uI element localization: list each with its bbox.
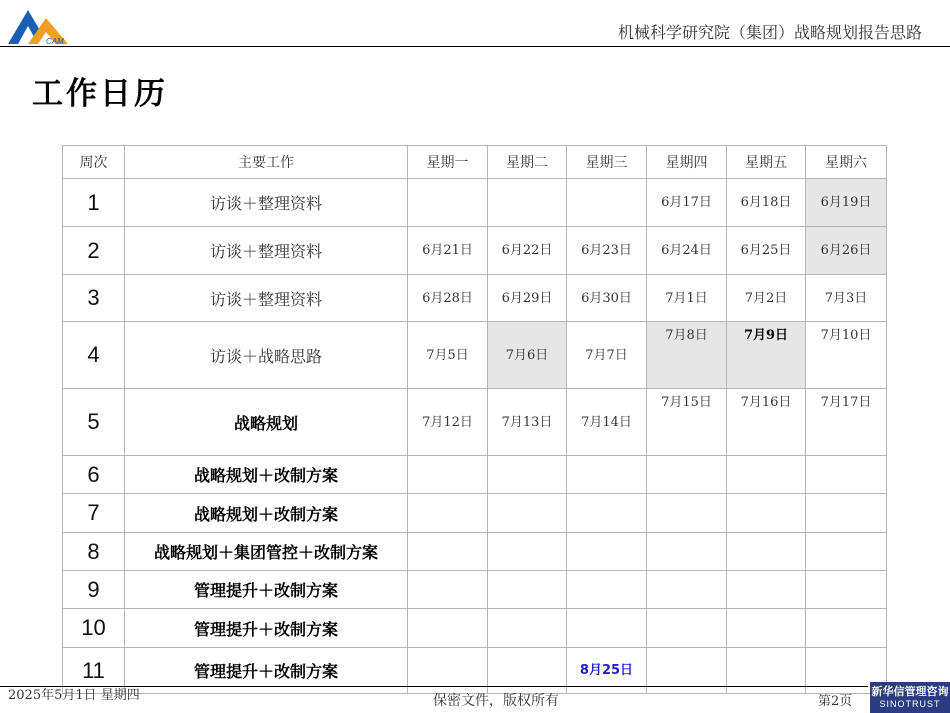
day-cell (408, 533, 488, 571)
day-cell (488, 494, 567, 533)
day-text: 7月17日 (820, 395, 872, 410)
day-text: 6月17日 (661, 195, 712, 210)
day-text: 7月1日 (665, 290, 708, 306)
day-cell (806, 275, 887, 322)
logo-text: CAM (46, 37, 64, 46)
day-cell (647, 571, 727, 609)
day-cell (806, 571, 887, 609)
work-cell: 访谈＋整理资料 (125, 179, 408, 227)
work-cell: 访谈＋战略思路 (125, 322, 408, 389)
page-number: 第2页 (818, 694, 853, 709)
day-text: 6月30日 (581, 290, 632, 306)
day-text: 7月14日 (581, 414, 632, 430)
day-cell (806, 389, 887, 456)
day-text: 6月25日 (740, 243, 792, 258)
day-cell (727, 609, 806, 648)
footer-date: 2025年5月1日 星期四 (8, 688, 140, 703)
week-cell: 2 (63, 227, 125, 275)
day-cell (806, 533, 887, 571)
header-thursday: 星期四 (647, 146, 727, 179)
table-row (63, 456, 887, 494)
week-cell: 4 (63, 322, 125, 389)
table-row (63, 533, 887, 571)
header-saturday: 星期六 (806, 146, 887, 179)
day-cell (408, 456, 488, 494)
day-cell (647, 533, 727, 571)
cam-logo (6, 4, 72, 46)
day-cell (408, 322, 488, 389)
brand-name-cn: 新华信管理咨询 (871, 685, 949, 698)
day-text: 8月25日 (579, 663, 634, 678)
week-cell: 6 (63, 456, 125, 494)
day-cell (567, 571, 647, 609)
day-cell (727, 179, 806, 227)
table-header-row (63, 146, 887, 179)
day-cell (488, 389, 567, 456)
day-text: 6月24日 (661, 243, 712, 258)
day-cell (567, 179, 647, 227)
work-cell: 访谈＋整理资料 (125, 275, 408, 322)
day-text: 7月6日 (505, 347, 549, 363)
day-text: 6月18日 (740, 195, 792, 210)
day-cell (408, 494, 488, 533)
day-cell-shaded (647, 322, 727, 389)
day-text: 6月21日 (422, 243, 473, 258)
day-cell (567, 227, 647, 275)
day-cell (647, 275, 727, 322)
day-cell (408, 389, 488, 456)
day-text: 6月28日 (422, 290, 473, 306)
day-cell (408, 227, 488, 275)
day-text: 6月22日 (501, 243, 553, 258)
work-cell: 战略规划 (125, 389, 408, 456)
day-text: 7月12日 (422, 414, 473, 430)
week-cell: 8 (63, 533, 125, 571)
week-cell: 1 (63, 179, 125, 227)
day-cell (727, 456, 806, 494)
day-cell (727, 494, 806, 533)
day-cell (408, 275, 488, 322)
day-cell (647, 456, 727, 494)
week-cell: 5 (63, 389, 125, 456)
week-cell: 3 (63, 275, 125, 322)
page-title: 工作日历 (32, 76, 168, 112)
day-text: 6月29日 (501, 290, 553, 306)
day-text: 7月13日 (501, 414, 553, 430)
day-text: 6月26日 (820, 243, 872, 258)
day-cell (567, 275, 647, 322)
day-cell (408, 179, 488, 227)
day-cell (647, 494, 727, 533)
week-cell: 10 (63, 609, 125, 648)
day-text: 7月10日 (820, 328, 872, 343)
day-cell-shaded (806, 179, 887, 227)
day-text: 6月19日 (820, 195, 872, 210)
table-row (63, 571, 887, 609)
day-cell (408, 609, 488, 648)
day-cell (567, 494, 647, 533)
day-cell-shaded (727, 322, 806, 389)
day-cell (567, 533, 647, 571)
table-row (63, 322, 887, 389)
day-text: 7月3日 (824, 290, 868, 306)
day-cell (727, 227, 806, 275)
header-week: 周次 (63, 146, 125, 179)
day-text: 7月16日 (740, 395, 792, 410)
day-cell (727, 389, 806, 456)
week-cell: 7 (63, 494, 125, 533)
day-cell-shaded (806, 227, 887, 275)
day-cell (567, 389, 647, 456)
week-cell: 11 (63, 648, 125, 694)
day-text: 6月23日 (581, 243, 632, 258)
day-cell (647, 389, 727, 456)
footer-confidential: 保密文件，版权所有 (433, 693, 559, 709)
work-cell: 访谈＋整理资料 (125, 227, 408, 275)
day-cell (727, 275, 806, 322)
day-cell (567, 456, 647, 494)
work-cell: 战略规划＋集团管控＋改制方案 (125, 533, 408, 571)
day-cell (647, 227, 727, 275)
work-cell: 管理提升＋改制方案 (125, 571, 408, 609)
day-cell (806, 456, 887, 494)
week-cell: 9 (63, 571, 125, 609)
day-cell (567, 322, 647, 389)
work-cell: 管理提升＋改制方案 (125, 648, 408, 694)
day-cell (488, 179, 567, 227)
table-row (63, 179, 887, 227)
day-cell (647, 609, 727, 648)
day-cell (647, 179, 727, 227)
day-cell (727, 533, 806, 571)
footer-divider (0, 686, 868, 687)
day-cell (488, 456, 567, 494)
day-cell (488, 227, 567, 275)
work-calendar-table (62, 145, 887, 694)
brand-name-en: SINOTRUST (879, 699, 941, 709)
header-tuesday: 星期二 (488, 146, 567, 179)
day-text: 7月9日 (743, 328, 789, 343)
day-cell (806, 609, 887, 648)
day-cell (806, 322, 887, 389)
header-title: 机械科学研究院（集团）战略规划报告思路 (617, 23, 922, 42)
table-row (63, 494, 887, 533)
table-row (63, 275, 887, 322)
day-text: 7月5日 (426, 347, 469, 363)
table-row (63, 389, 887, 456)
day-text: 7月2日 (744, 290, 788, 306)
sinotrust-logo (870, 682, 950, 713)
day-cell (488, 571, 567, 609)
day-cell (408, 571, 488, 609)
table-row (63, 609, 887, 648)
day-text: 7月7日 (585, 347, 628, 363)
work-cell: 管理提升＋改制方案 (125, 609, 408, 648)
table-row (63, 227, 887, 275)
day-cell (488, 533, 567, 571)
day-cell (567, 609, 647, 648)
header-wednesday: 星期三 (567, 146, 647, 179)
header-friday: 星期五 (727, 146, 806, 179)
header-divider (0, 46, 950, 47)
header-monday: 星期一 (408, 146, 488, 179)
work-cell: 战略规划＋改制方案 (125, 494, 408, 533)
header-main-work: 主要工作 (125, 146, 408, 179)
day-cell-shaded (488, 322, 567, 389)
day-cell (488, 275, 567, 322)
day-text: 7月15日 (661, 395, 712, 410)
work-cell: 战略规划＋改制方案 (125, 456, 408, 494)
day-cell (488, 609, 567, 648)
day-cell (727, 571, 806, 609)
day-text: 7月8日 (665, 328, 708, 343)
day-cell (806, 494, 887, 533)
